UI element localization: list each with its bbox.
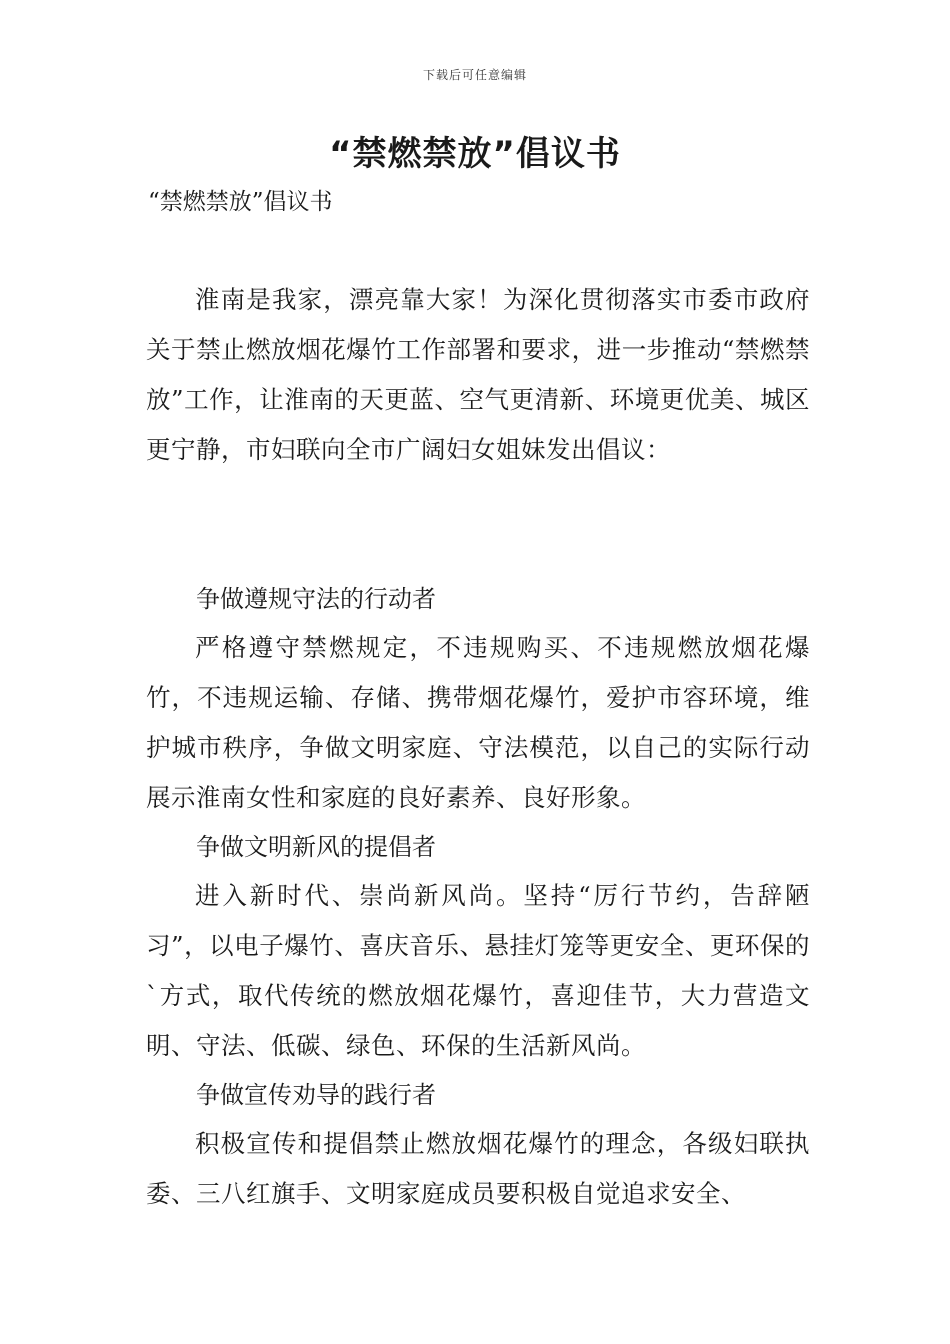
document-title: “禁燃禁放”倡议书 xyxy=(329,134,621,174)
section-heading-3: 争做宣传劝导的践行者 xyxy=(196,1081,436,1109)
section-body-2: 进入新时代、崇尚新风尚。坚持“厉行节约，告辞陋习”，以电子爆竹、喜庆音乐、悬挂灯笼等更安全、更环保的`方式，取代传统的燃放烟花爆竹，喜迎佳节，大力营造文明、守法、低碳、绿色、环保的生活新风尚。 xyxy=(146,881,810,1060)
section-body-3: 积极宣传和提倡禁止燃放烟花爆竹的理念，各级妇联执委、三八红旗手、文明家庭成员要积极自觉追求安全、 xyxy=(146,1129,810,1208)
section-heading-1: 争做遵规守法的行动者 xyxy=(196,585,436,613)
document-subtitle: “禁燃禁放”倡议书 xyxy=(148,189,333,215)
intro-paragraph: 淮南是我家，漂亮靠大家！为深化贯彻落实市委市政府关于禁止燃放烟花爆竹工作部署和要求，进一步推动“禁燃禁放”工作，让淮南的天更蓝、空气更清新、环境更优美、城区更宁静，市妇联向全市广阔妇女姐妹发出倡议： xyxy=(146,285,810,464)
header-note: 下载后可任意编辑 xyxy=(422,68,527,82)
section-body-1: 严格遵守禁燃规定，不违规购买、不违规燃放烟花爆竹，不违规运输、存储、携带烟花爆竹，爱护市容环境，维护城市秩序，争做文明家庭、守法模范，以自己的实际行动展示淮南女性和家庭的良好素养、良好形象。 xyxy=(146,633,810,812)
section-heading-2: 争做文明新风的提倡者 xyxy=(196,833,436,861)
